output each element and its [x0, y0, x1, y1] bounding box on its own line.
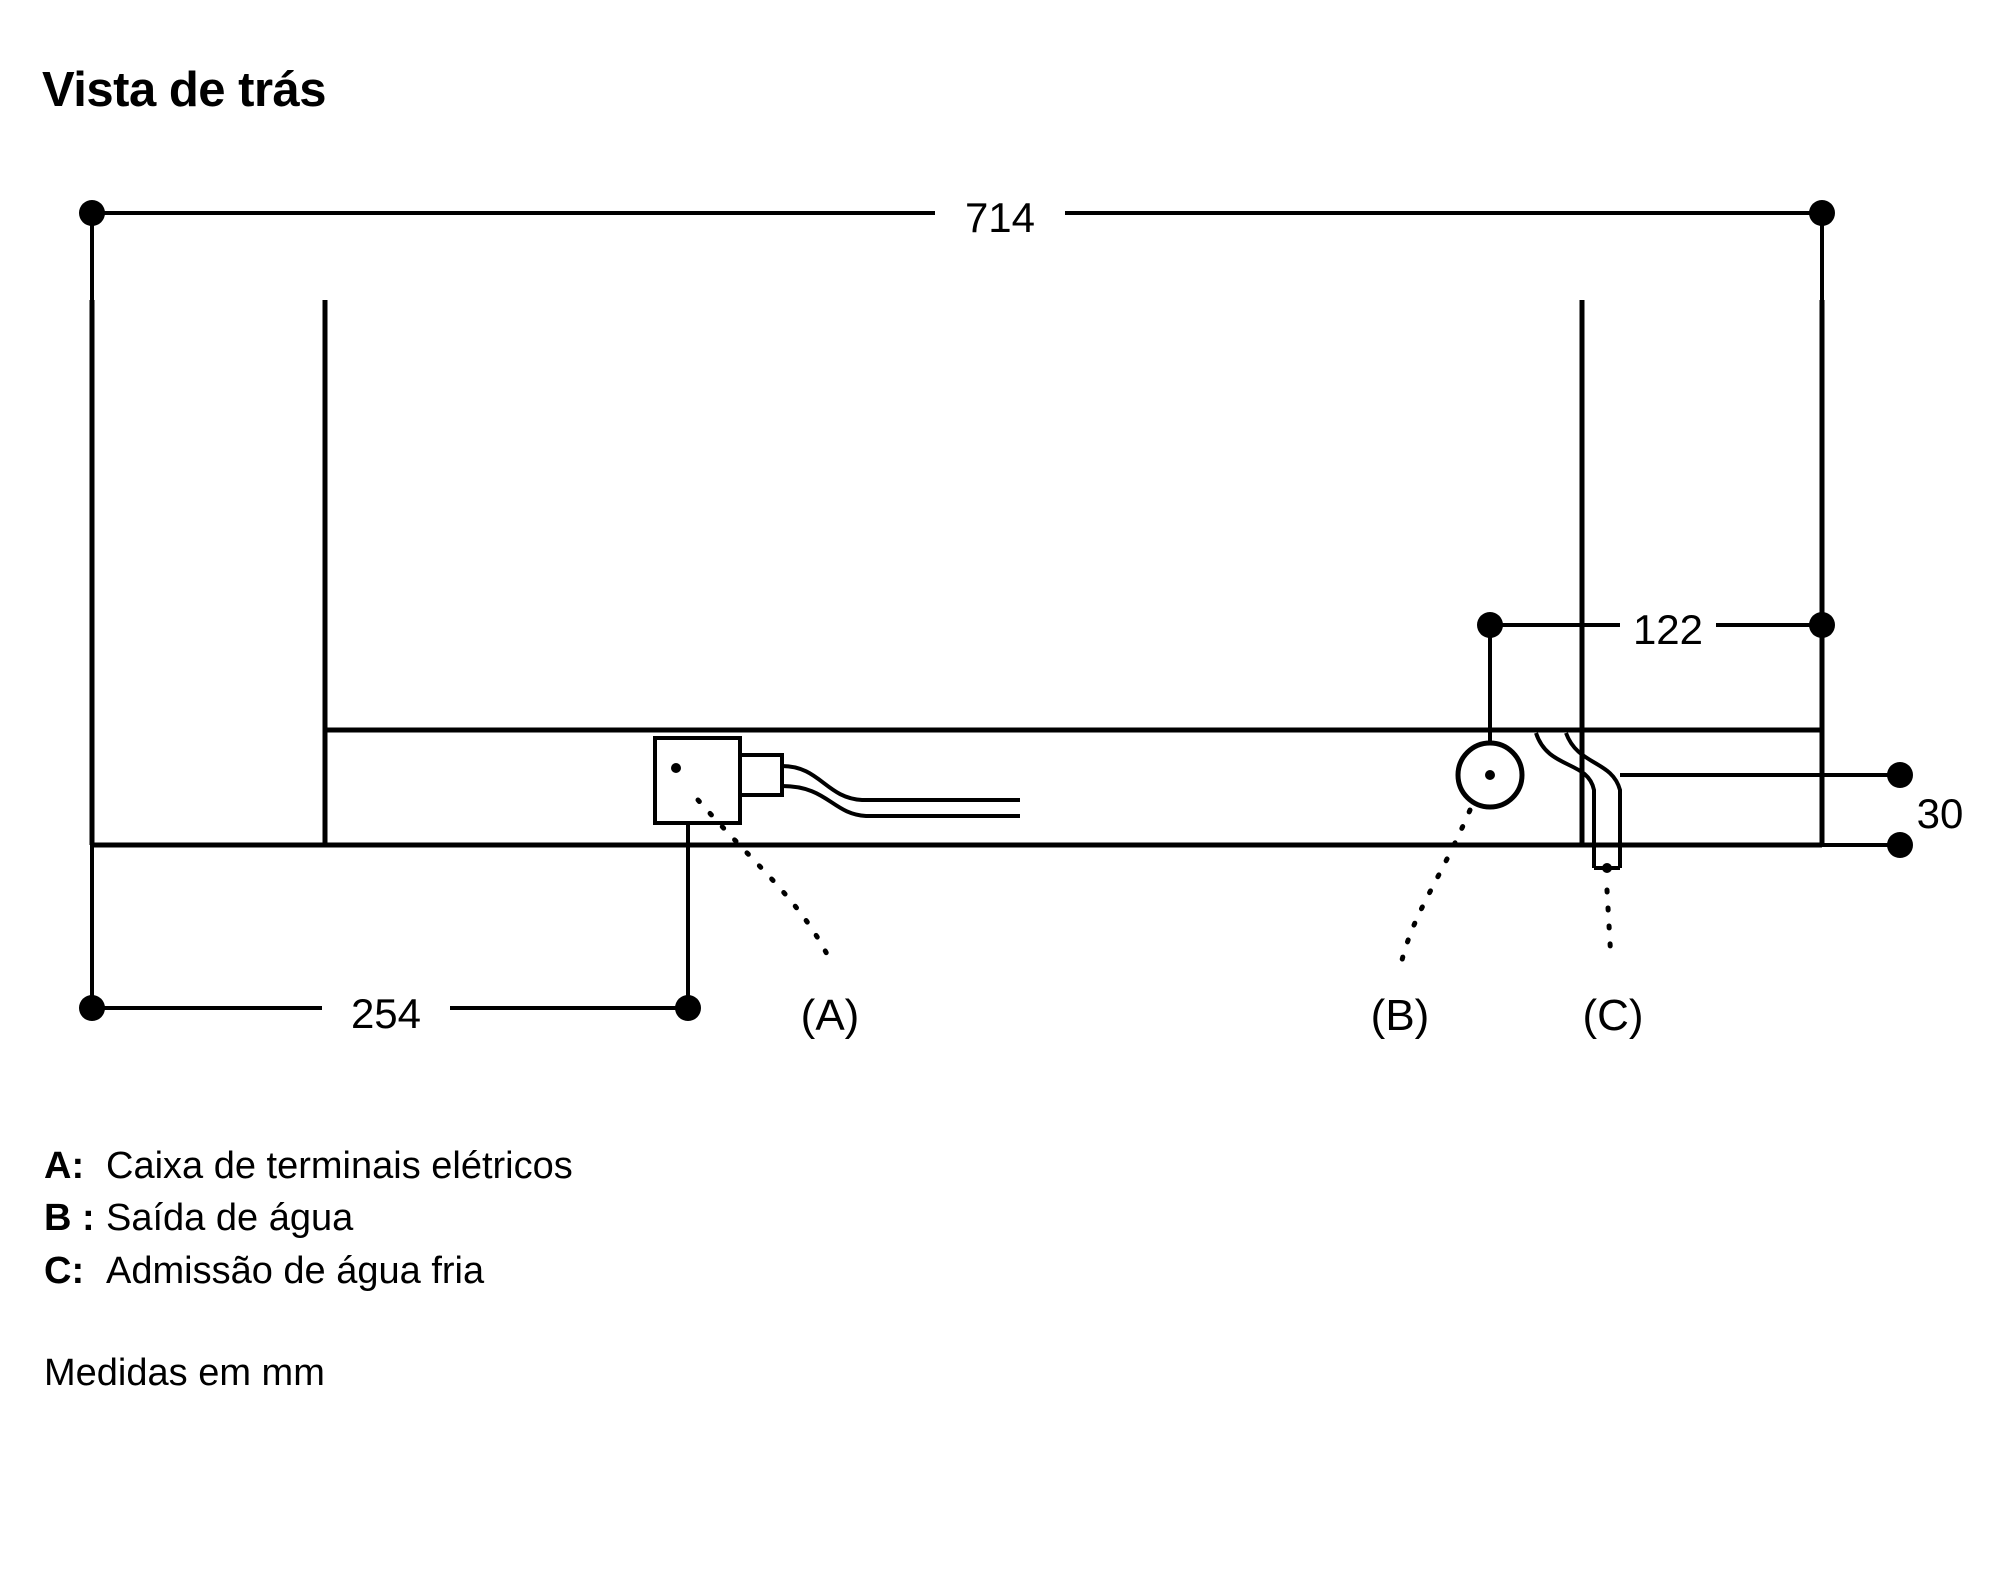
- dim-dot-122-right: [1809, 612, 1835, 638]
- legend-text-c: Admissão de água fria: [106, 1249, 485, 1292]
- page-title: Vista de trás: [42, 63, 327, 117]
- dim-dot-30-bottom: [1887, 832, 1913, 858]
- legend-item-a: [44, 1140, 573, 1192]
- callout-c-label: (C): [1582, 991, 1644, 1040]
- dim-dot-714-left: [79, 200, 105, 226]
- dim-label-254: 254: [350, 990, 422, 1037]
- legend-key-c: C:: [44, 1249, 85, 1292]
- dim-label-714: 714: [964, 194, 1036, 241]
- legend-item-b: [44, 1192, 573, 1244]
- legend-item-c: [44, 1245, 573, 1297]
- inlet-hose-left: [1536, 733, 1594, 868]
- leader-b: [1402, 810, 1470, 960]
- callout-b-label: (B): [1370, 991, 1430, 1040]
- legend: [44, 1140, 573, 1297]
- dim-label-30: 30: [1916, 790, 1964, 837]
- dim-dot-714-right: [1809, 200, 1835, 226]
- dim-dot-254-left: [79, 995, 105, 1021]
- callout-leaders: [698, 800, 1611, 960]
- legend-text-b: Saída de água: [106, 1197, 354, 1240]
- water-outlet-center-dot: [1485, 770, 1495, 780]
- dim-label-122: 122: [1632, 606, 1704, 653]
- units-note: Medidas em mm: [44, 1352, 325, 1394]
- leader-c: [1607, 890, 1611, 960]
- inlet-hose-dot: [1602, 863, 1612, 873]
- dim-dot-30-top: [1887, 762, 1913, 788]
- legend-key-b: B :: [44, 1197, 95, 1240]
- terminal-box-rect: [655, 738, 740, 823]
- dimension-width-total: [79, 200, 1835, 300]
- callout-a-label: (A): [800, 991, 860, 1040]
- water-outlet: [1458, 743, 1522, 807]
- cold-water-inlet: [1536, 733, 1620, 873]
- terminal-box-dot: [671, 763, 681, 773]
- legend-text-a: Caixa de terminais elétricos: [106, 1145, 573, 1187]
- dim-dot-122-left: [1477, 612, 1503, 638]
- legend-key-a: A:: [44, 1145, 85, 1187]
- terminal-box-gland: [740, 755, 782, 795]
- dim-dot-254-right: [675, 995, 701, 1021]
- electrical-terminal-box: [655, 738, 1020, 823]
